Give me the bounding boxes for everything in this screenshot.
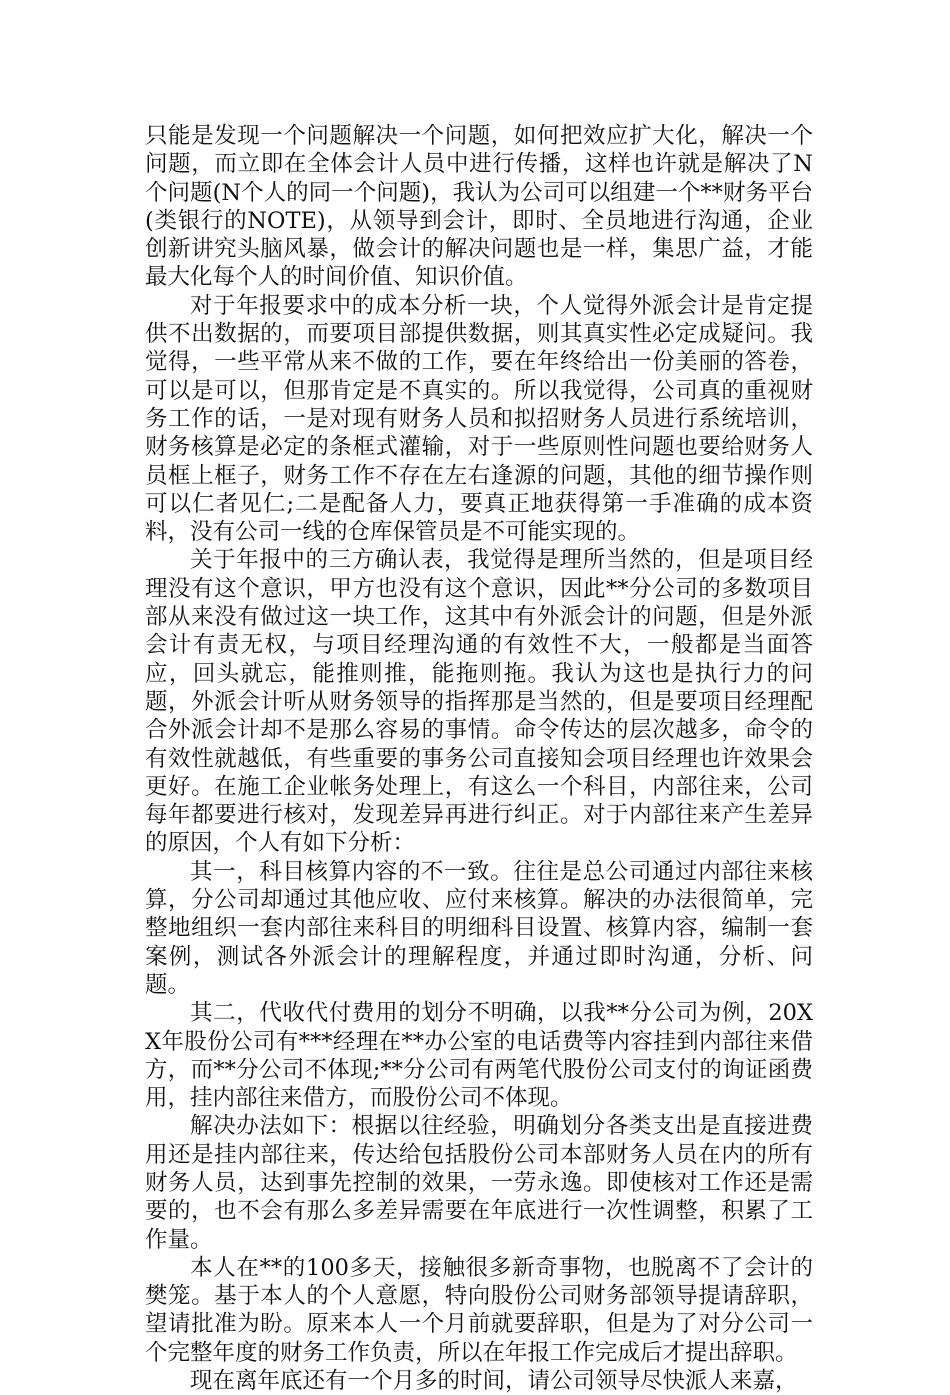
paragraph-7: 本人在**的100多天，接触很多新奇事物，也脱离不了会计的樊笼。基于本人的个人意愿，特向股份公司财务部领导提请辞职，望请批准为盼。原来本人一个月前就要辞职，但是为了对分公司一个完整年度的财务工作负责，所以在年报工作完成后才提出辞职。 — [145, 1254, 813, 1366]
paragraph-4: 其一，科目核算内容的不一致。往往是总公司通过内部往来核算，分公司却通过其他应收、应付来核算。解决的办法很简单，完整地组织一套内部往来科目的明细科目设置、核算内容，编制一套案例，测试各外派会计的理解程度，并通过即时沟通，分析、问题。 — [145, 858, 813, 998]
paragraph-2: 对于年报要求中的成本分析一块，个人觉得外派会计是肯定提供不出数据的，而要项目部提供数据，则其真实性必定成疑问。我觉得，一些平常从来不做的工作，要在年终给出一份美丽的答卷，可以是可以，但那肯定是不真实的。所以我觉得，公司真的重视财务工作的话，一是对现有财务人员和拟招财务人员进行系统培训，财务核算是必定的条框式灌输，对于一些原则性问题也要给财务人员框上框子，财务工作不存在左右逢源的问题，其他的细节操作则可以仁者见仁;二是配备人力，要真正地获得第一手准确的成本资料，没有公司一线的仓库保管员是不可能实现的。 — [145, 292, 813, 546]
paragraph-1: 只能是发现一个问题解决一个问题，如何把效应扩大化，解决一个问题，而立即在全体会计人员中进行传播，这样也许就是解决了N个问题(N个人的同一个问题)，我认为公司可以组建一个**财务平台(类银行的NOTE)，从领导到会计，即时、全员地进行沟通，企业创新讲究头脑风暴，做会计的解决问题也是一样，集思广益，才能最大化每个人的时间价值、知识价值。 — [145, 123, 813, 291]
paragraph-5: 其二，代收代付费用的划分不明确，以我**分公司为例，20XX年股份公司有***经理在**办公室的电话费等内容挂到内部往来借方，而**分公司不体现;**分公司有两笔代股份公司支付的询证函费用，挂内部往来借方，而股份公司不体现。 — [145, 1000, 813, 1112]
document-body — [145, 122, 813, 1395]
paragraph-8: 现在离年底还有一个月多的时间，请公司领导尽快派人来嘉， — [190, 1368, 798, 1395]
paragraph-6: 解决办法如下：根据以往经验，明确划分各类支出是直接进费用还是挂内部往来，传达给包括股份公司本部财务人员在内的所有财务人员，达到事先控制的效果，一劳永逸。即使核对工作还是需要的，也不会有那么多差异需要在年底进行一次性调整，积累了工作量。 — [145, 1113, 813, 1253]
paragraph-3: 关于年报中的三方确认表，我觉得是理所当然的，但是项目经理没有这个意识，甲方也没有这个意识，因此**分公司的多数项目部从来没有做过这一块工作，这其中有外派会计的问题，但是外派会计有责无权，与项目经理沟通的有效性不大，一般都是当面答应，回头就忘，能推则推，能拖则拖。我认为这也是执行力的问题，外派会计听从财务领导的指挥那是当然的，但是要项目经理配合外派会计却不是那么容易的事情。命令传达的层次越多，命令的有效性就越低，有些重要的事务公司直接知会项目经理也许效果会更好。在施工企业帐务处理上，有这么一个科目，内部往来，公司每年都要进行核对，发现差异再进行纠正。对于内部往来产生差异的原因，个人有如下分析： — [145, 547, 813, 857]
